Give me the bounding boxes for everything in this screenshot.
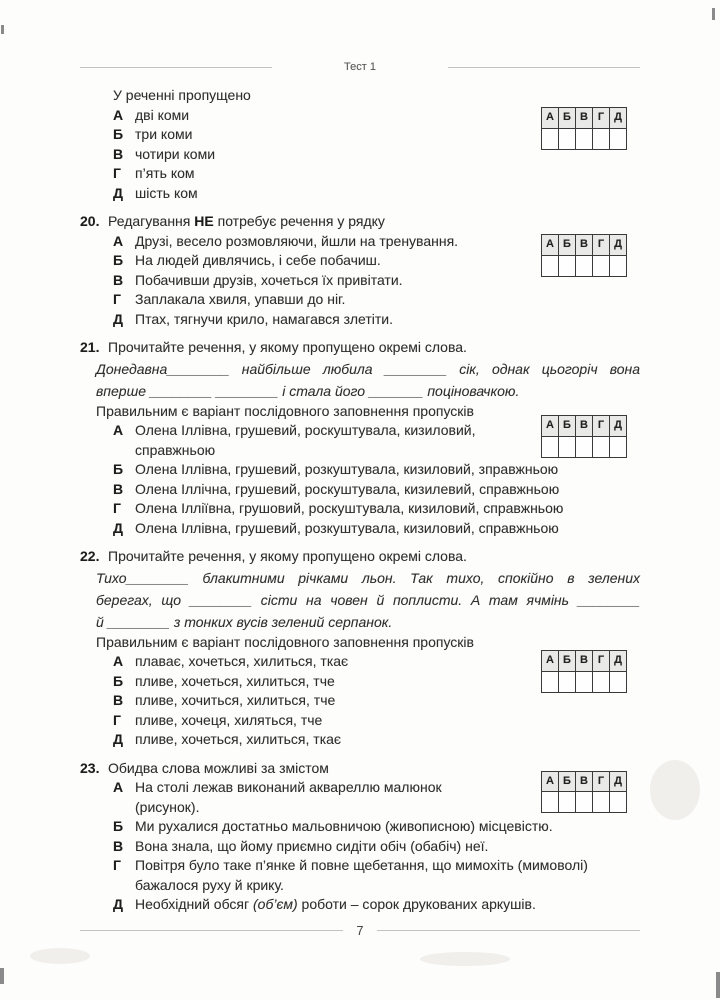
- answer-grid-cell: [542, 671, 559, 692]
- option-text: Олена Іллівна, грушевий, розкуштувала, кизиловий, зправжньою: [135, 461, 559, 477]
- answer-grid-letter: А: [542, 651, 559, 672]
- option-row: [80, 837, 640, 857]
- answer-grid-cell: [593, 128, 610, 149]
- option-text: Ми рухалися достатньо мальовничою (живописною) місцевістю.: [135, 818, 553, 834]
- answer-grid-letter: Г: [593, 771, 610, 792]
- question-20: [80, 212, 640, 329]
- answer-grid-cell: [542, 792, 559, 813]
- option-letter: А: [113, 422, 124, 438]
- option-letter: А: [113, 106, 124, 123]
- answer-grid-letter: Б: [559, 416, 576, 437]
- question-stem: Редагування НЕ потребує речення у рядку: [108, 213, 385, 229]
- scan-artifact: [30, 948, 90, 964]
- question-continuation: [80, 86, 640, 203]
- option-text: шість ком: [135, 184, 198, 201]
- answer-grid-cell: [542, 436, 559, 457]
- answer-grid-cell: [559, 128, 576, 149]
- option-letter: В: [113, 480, 124, 497]
- answer-grid-cell: [593, 255, 610, 276]
- answer-grid-cell: [542, 255, 559, 276]
- answer-grid-cell: [593, 792, 610, 813]
- answer-grid-letter: А: [542, 416, 559, 437]
- question-23: [80, 759, 640, 915]
- option-text: Олена Іллівна, грушевий, розкуштувала, кизиловий, справжньою: [135, 519, 559, 536]
- option-letter: Г: [113, 165, 121, 181]
- option-row: [80, 519, 640, 539]
- answer-grid-cell: [559, 255, 576, 276]
- answer-grid-cell: [576, 255, 593, 276]
- answer-grid-letter: А: [542, 108, 559, 129]
- answer-grid-letter: Д: [610, 108, 627, 129]
- answer-grid-letter: Б: [559, 235, 576, 256]
- option-letter: Б: [113, 818, 124, 834]
- answer-grid-letter: В: [576, 416, 593, 437]
- answer-grid-letter: В: [576, 235, 593, 256]
- answer-grid-cell: [559, 792, 576, 813]
- answer-grid-letter: Д: [610, 235, 627, 256]
- option-row: [80, 480, 640, 500]
- answer-grid-cell: [593, 436, 610, 457]
- answer-grid: [541, 415, 627, 458]
- question-22: [80, 547, 640, 750]
- answer-grid-cell: [559, 671, 576, 692]
- option-text: пливе, хочеться, хилиться, тче: [135, 672, 335, 689]
- answer-grid-letter: Д: [610, 771, 627, 792]
- option-row: [80, 691, 640, 711]
- page-header: [80, 60, 640, 74]
- option-text: Олена Іллічна, грушевий, роскуштувала, кизилевий, справжньою: [135, 480, 560, 497]
- option-text: пливе, хочиться, хилиться, тче: [135, 692, 336, 708]
- option-text: три коми: [135, 126, 193, 142]
- answer-grid-cell: [576, 671, 593, 692]
- header-rule-left: [80, 67, 272, 68]
- option-letter: Б: [113, 461, 124, 477]
- answer-grid-letter: Д: [610, 416, 627, 437]
- option-letter: А: [113, 232, 124, 249]
- answer-grid-letter: В: [576, 771, 593, 792]
- option-text: Побачивши друзів, хочеться їх привітати.: [135, 271, 403, 288]
- header-rule-right: [448, 67, 640, 68]
- answer-grid-letter: Г: [593, 235, 610, 256]
- scan-artifact: [712, 8, 715, 20]
- option-row: [80, 856, 640, 895]
- option-row: [80, 460, 640, 480]
- answer-grid-letter: Б: [559, 651, 576, 672]
- option-letter: Г: [113, 857, 121, 873]
- answer-grid-cell: [559, 436, 576, 457]
- scan-artifact: [650, 760, 700, 820]
- question-passage: Тихо________ блакитними річками льон. Так тихо, спокійно в зелених берегах, що ________ сісти на човен й поплисти. А там ячмінь ________ й ________ з тонких вусів зелений серпанок.: [96, 569, 640, 630]
- answer-grid-cell: [542, 128, 559, 149]
- option-letter: В: [113, 271, 124, 288]
- option-text: плаває, хочеться, хилиться, ткає: [135, 653, 349, 669]
- option-letter: В: [113, 145, 124, 162]
- option-letter: Д: [113, 184, 123, 201]
- footer-rule-right: [377, 930, 640, 931]
- answer-prompt: Правильним є варіант послідовного заповнення пропусків: [96, 402, 474, 419]
- answer-grid-cell: [610, 436, 627, 457]
- option-letter: Г: [113, 291, 121, 307]
- question-stem: Прочитайте речення, у якому пропущено окремі слова.: [108, 339, 467, 355]
- option-text: Птах, тягнучи крило, намагався злетіти.: [135, 310, 394, 327]
- question-21: [80, 338, 640, 538]
- answer-grid-cell: [610, 128, 627, 149]
- option-text: пливе, хочеця, хиляться, тче: [135, 711, 323, 728]
- option-text: Заплакала хвиля, упавши до ніг.: [135, 291, 346, 307]
- answer-grid: [541, 234, 627, 277]
- answer-grid-cell: [576, 128, 593, 149]
- question-number: 21.: [80, 339, 100, 355]
- answer-grid-cell: [593, 671, 610, 692]
- option-row: [80, 895, 640, 915]
- option-text: Вона знала, що йому приємно сидіти обіч (обабіч) неї.: [135, 837, 489, 854]
- page-footer: [80, 924, 640, 938]
- answer-grid-cell: [610, 255, 627, 276]
- scan-artifact: [420, 952, 510, 966]
- option-letter: Г: [113, 711, 121, 728]
- question-stem: Обидва слова можливі за змістом: [108, 759, 329, 776]
- option-letter: Д: [113, 519, 123, 536]
- answer-grid-letter: Г: [593, 651, 610, 672]
- option-text: чотири коми: [135, 145, 216, 162]
- answer-grid-letter: В: [576, 108, 593, 129]
- option-row: [80, 164, 640, 184]
- option-letter: Д: [113, 731, 123, 747]
- question-stem: У реченні пропущено: [113, 87, 251, 103]
- option-text: пливе, хочеться, хилиться, ткає: [135, 731, 342, 747]
- option-text: п’ять ком: [135, 165, 195, 181]
- answer-grid: [541, 771, 627, 814]
- answer-grid-cell: [576, 436, 593, 457]
- answer-grid-cell: [610, 671, 627, 692]
- option-text: дві коми: [135, 106, 190, 123]
- option-letter: Д: [113, 896, 123, 912]
- option-letter: В: [113, 692, 124, 708]
- option-letter: А: [113, 653, 124, 669]
- option-row: [80, 499, 640, 519]
- question-number: 20.: [80, 213, 100, 229]
- option-text: Друзі, весело розмовляючи, йшли на тренування.: [135, 232, 459, 249]
- footer-rule-left: [80, 930, 343, 931]
- answer-grid: [541, 650, 627, 693]
- answer-grid-letter: Д: [610, 651, 627, 672]
- option-letter: Д: [113, 310, 123, 327]
- option-text: На людей дивлячись, і себе побачиш.: [135, 252, 381, 268]
- option-letter: Б: [113, 252, 124, 268]
- option-text: На столі лежав виконаний аквареллю малюнок (рисунок).: [135, 779, 442, 815]
- answer-grid: [541, 107, 627, 150]
- option-letter: В: [113, 837, 124, 854]
- option-row: [80, 310, 640, 330]
- answer-grid-letter: Б: [559, 771, 576, 792]
- scan-artifact: [716, 972, 720, 998]
- option-letter: А: [113, 779, 124, 795]
- option-letter: Б: [113, 126, 124, 142]
- question-number: 22.: [80, 548, 100, 564]
- option-row: [80, 184, 640, 204]
- option-text: Олена Ілліївна, грушовий, роскуштувала, кизиловий, справжньою: [135, 500, 564, 516]
- option-row: [80, 290, 640, 310]
- option-letter: Г: [113, 500, 121, 516]
- scan-artifact: [0, 968, 4, 984]
- answer-prompt: Правильним є варіант послідовного заповнення пропусків: [96, 633, 474, 650]
- page-number: 7: [356, 923, 364, 938]
- question-stem: Прочитайте речення, у якому пропущено окремі слова.: [108, 548, 467, 564]
- answer-grid-letter: А: [542, 235, 559, 256]
- option-row: [80, 817, 640, 837]
- option-letter: Б: [113, 672, 124, 689]
- option-row: [80, 730, 640, 750]
- answer-grid-letter: Г: [593, 416, 610, 437]
- question-number: 23.: [80, 759, 100, 776]
- option-text: Повітря було таке п’янке й повне щебетання, що мимохіть (мимоволі) бажалося руху й крику.: [135, 857, 588, 893]
- answer-grid-cell: [610, 792, 627, 813]
- test-header-title: Тест 1: [344, 61, 376, 73]
- question-passage: Донедавна________ найбільше любила ________ сік, однак цьогоріч вона вперше ________ ________ і стала його _______ поціновачкою.: [96, 360, 640, 399]
- answer-grid-letter: Б: [559, 108, 576, 129]
- option-row: [80, 711, 640, 731]
- answer-grid-cell: [576, 792, 593, 813]
- option-text: Олена Іллівна, грушевий, роскуштувала, кизиловий, справжньою: [135, 422, 476, 458]
- scan-artifact: [1, 25, 4, 34]
- answer-grid-letter: В: [576, 651, 593, 672]
- answer-grid-letter: Г: [593, 108, 610, 129]
- option-text: Необхідний обсяг (об’єм) роботи – сорок друкованих аркушів.: [135, 896, 536, 912]
- answer-grid-letter: А: [542, 771, 559, 792]
